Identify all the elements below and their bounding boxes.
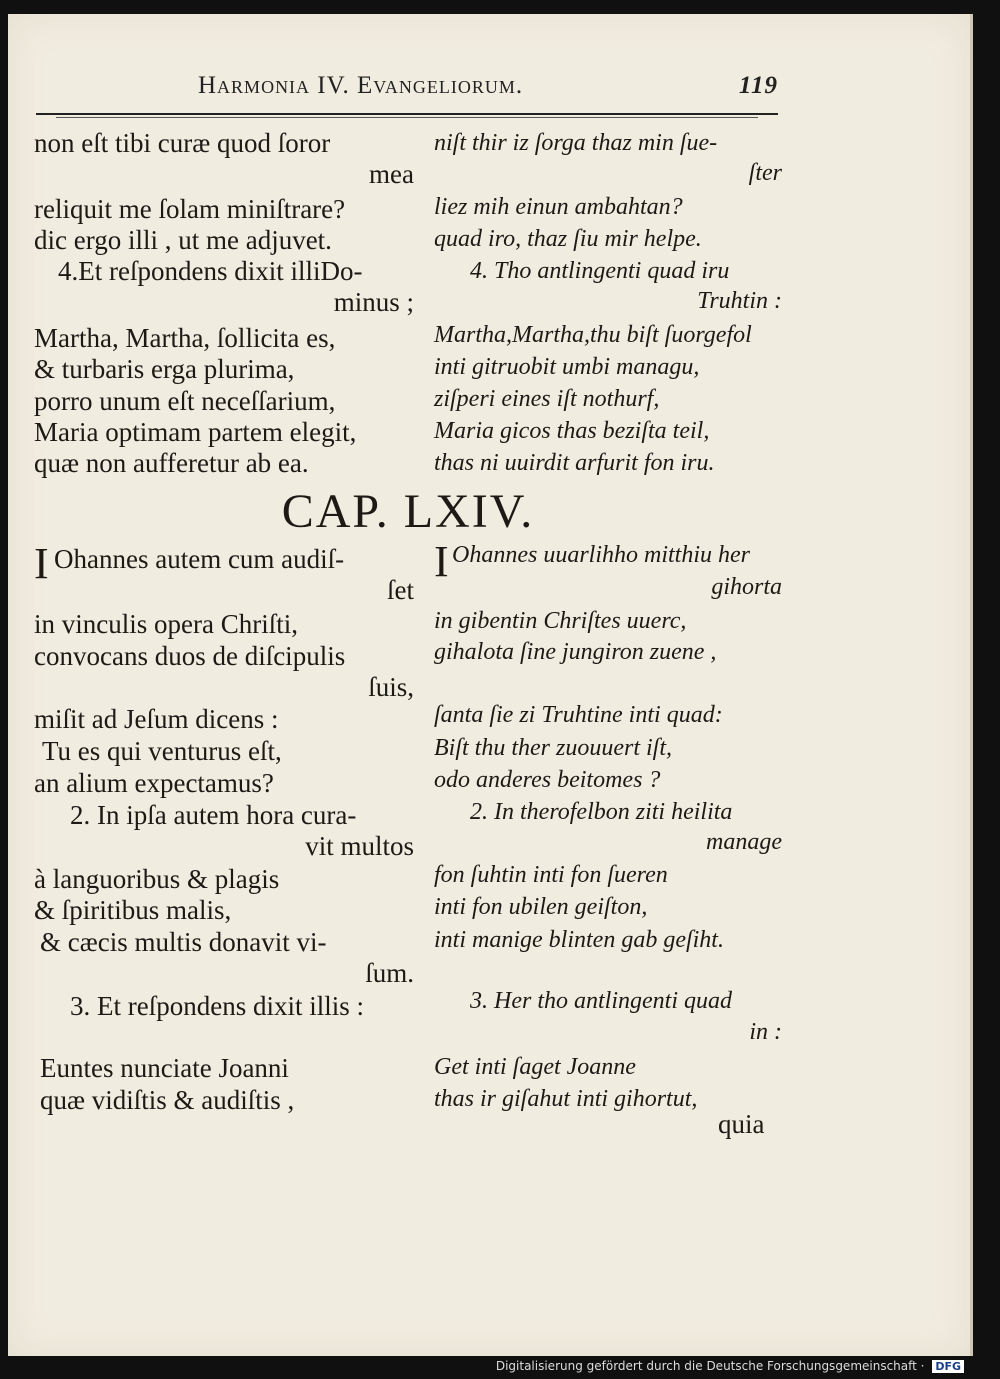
latin-line: 3. Et reſpondens dixit illis : (70, 991, 364, 1021)
german-line: liez mih einun ambahtan? (434, 194, 683, 220)
german-line: manage (706, 829, 782, 855)
german-line: fon ſuhtin inti fon ſueren (434, 862, 668, 888)
running-header (198, 72, 778, 100)
latin-column-top (34, 128, 414, 488)
latin-line: & ſpiritibus malis, (34, 895, 232, 925)
latin-line: miſit ad Jeſum dicens : (34, 704, 279, 734)
latin-line: & turbaris erga plurima, (34, 354, 295, 384)
latin-line: dic ergo illi , ut me adjuvet. (34, 225, 332, 255)
latin-line: quæ vidiſtis & audiſtis , (40, 1085, 295, 1115)
latin-line: an alium expectamus? (34, 768, 274, 798)
german-line: thas ir giſahut inti gihortut, (434, 1086, 698, 1112)
german-line: ſter (748, 160, 782, 186)
latin-line: Tu es qui venturus eſt, (42, 736, 282, 766)
german-line: in : (749, 1019, 782, 1045)
german-line: Get inti ſaget Joanne (434, 1054, 636, 1080)
running-title: Harmonia IV. Evangeliorum. (198, 72, 524, 99)
latin-column-bottom (34, 539, 414, 1124)
german-line: odo anderes beitomes ? (434, 767, 661, 793)
latin-line: ſuis, (368, 672, 414, 702)
page-number: 119 (738, 72, 778, 99)
latin-line: & cæcis multis donavit vi- (40, 927, 327, 957)
latin-line: convocans duos de diſcipulis (34, 641, 346, 671)
latin-line: ſet (387, 575, 414, 605)
footer-text: Digitalisierung gefördert durch die Deutsche Forschungsgemeinschaft · (495, 1359, 925, 1373)
german-line: Maria gicos thas beziſta teil, (434, 418, 710, 444)
latin-line: Martha, Martha, ſollicita es, (34, 323, 336, 353)
latin-line: Ohannes autem cum audiſ- (54, 544, 345, 574)
latin-line: mea (369, 159, 414, 189)
latin-line: non eſt tibi curæ quod ſoror (34, 128, 331, 158)
german-line: thas ni uuirdit arfurit fon iru. (434, 450, 715, 476)
drop-cap: I (34, 539, 49, 588)
german-line: inti gitruobit umbi managu, (434, 354, 700, 380)
latin-line: quæ non aufferetur ab ea. (34, 448, 309, 478)
german-line: ziſperi eines iſt nothurf, (434, 386, 660, 412)
german-line: gihorta (711, 574, 782, 600)
german-line: Truhtin : (697, 288, 782, 314)
funding-footer (496, 1359, 964, 1373)
latin-line: 2. In ipſa autem hora cura- (70, 800, 357, 830)
latin-line: Maria optimam partem elegit, (34, 417, 357, 447)
german-line: 4. Tho antlingenti quad iru (470, 258, 730, 284)
latin-line: ſum. (365, 958, 414, 988)
german-line: 2. In therofelbon ziti heilita (470, 799, 733, 825)
latin-line: 4.Et reſpondens dixit illiDo- (58, 256, 363, 286)
german-line: Biſt thu ther zuouuert iſt, (434, 735, 672, 761)
german-line: gihalota ſine jungiron zuene , (434, 639, 717, 665)
german-line: Ohannes uuarlihho mitthiu her (452, 542, 750, 568)
latin-line: à languoribus & plagis (34, 864, 280, 894)
german-line: inti manige blinten gab geſiht. (434, 927, 724, 953)
german-line: niſt thir iz ſorga thaz min ſue- (434, 130, 718, 156)
latin-line: reliquit me ſolam miniſtrare? (34, 194, 346, 224)
german-line: inti fon ubilen geiſton, (434, 894, 648, 920)
german-line: 3. Her tho antlingenti quad (470, 988, 732, 1014)
latin-line: porro unum eſt neceſſarium, (34, 386, 336, 416)
latin-line: in vinculis opera Chriſti, (34, 609, 298, 639)
latin-line: Euntes nunciate Joanni (40, 1053, 289, 1083)
chapter-heading: CAP. LXIV. (281, 485, 535, 538)
latin-line: minus ; (333, 287, 414, 317)
header-rule (36, 113, 778, 117)
catchword: quia (718, 1109, 765, 1139)
german-column-bottom (434, 537, 782, 1122)
german-line: quad iro, thaz ſiu mir helpe. (434, 226, 702, 252)
latin-line: vit multos (305, 831, 414, 861)
german-line: Martha,Martha,thu biſt ſuorgefol (434, 322, 752, 348)
book-page (8, 14, 973, 1356)
dfg-logo: DFG (932, 1360, 964, 1373)
drop-cap-german: I (434, 537, 449, 586)
german-line: in gibentin Chriſtes uuerc, (434, 608, 687, 634)
german-line: ſanta ſie zi Truhtine inti quad: (434, 702, 723, 728)
german-column-top (434, 130, 782, 490)
